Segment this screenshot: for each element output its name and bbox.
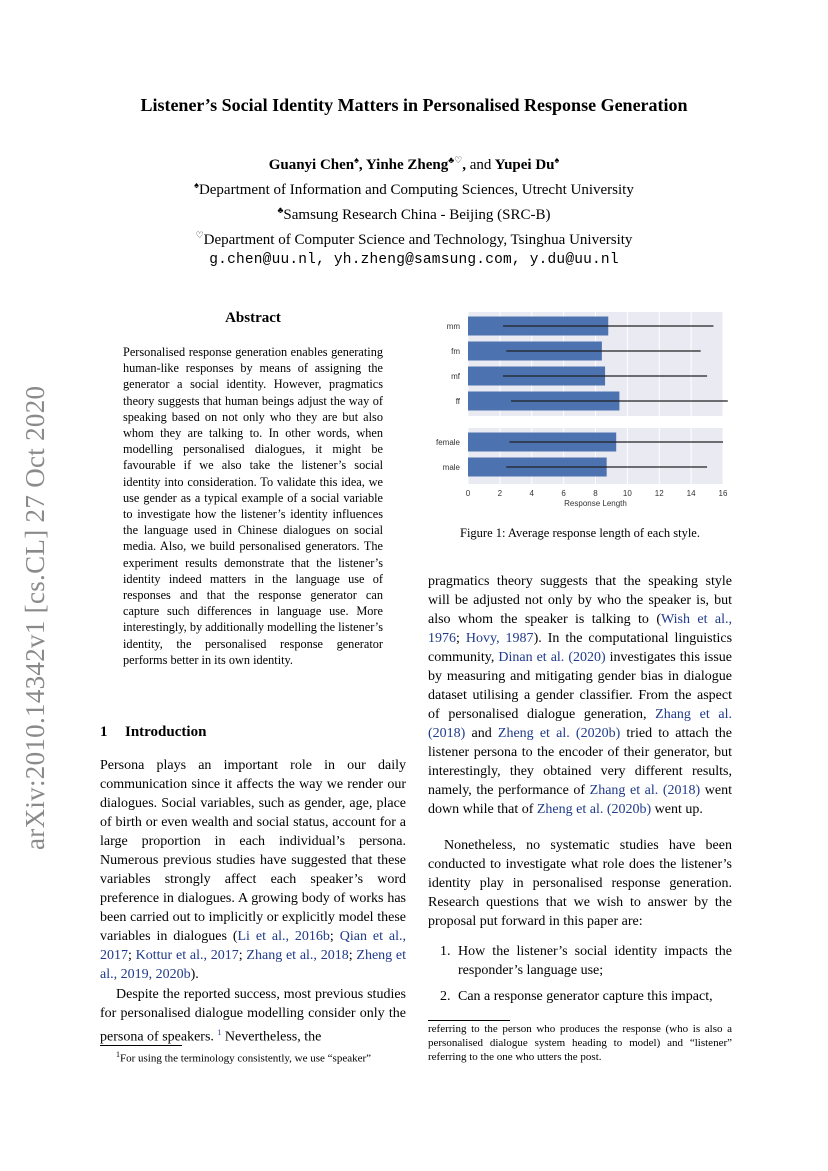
list-item <box>428 987 732 1006</box>
citation-link[interactable]: Zheng et al. (2020b) <box>536 802 652 817</box>
category-label: mm <box>446 322 460 331</box>
intro-paragraph-2 <box>100 985 406 1047</box>
affiliation-3 <box>0 225 828 250</box>
category-label: fm <box>451 347 460 356</box>
affiliation-2-text: Samsung Research China - Beijing (SRC-B) <box>283 207 551 223</box>
x-tick-label: 16 <box>718 489 728 498</box>
list-item <box>428 942 732 980</box>
affiliation-2 <box>0 200 828 225</box>
x-axis-label: Response Length <box>564 499 627 508</box>
author-3: Yupei Du <box>494 157 555 173</box>
x-tick-label: 8 <box>593 489 598 498</box>
author-1-mark: ♠ <box>354 155 359 165</box>
right-p1-text-d: and <box>465 726 498 741</box>
section-title: Introduction <box>125 724 207 740</box>
paper-title: Listener’s Social Identity Matters in Personalised Response Generation <box>140 95 688 115</box>
affiliation-3-text: Department of Computer Science and Technology, Tsinghua University <box>203 232 633 248</box>
abstract-heading: Abstract <box>225 310 281 326</box>
footnote-1-continued: referring to the person who produces the response (who is also a personalised dialogue system heading to model) and “listener” referring to the one who utters the post. <box>428 1023 732 1063</box>
list-item-text: Can a response generator capture this impact, <box>458 989 713 1004</box>
intro-p1-end: ). <box>190 967 199 982</box>
affiliation-1-mark: ♠ <box>194 180 199 190</box>
category-label: mf <box>451 372 460 381</box>
citation-link[interactable]: Kottur et al., 2017 <box>135 948 239 963</box>
footnote-1-mark: 1 <box>116 1050 120 1059</box>
right-p1-text-g: went up. <box>651 802 703 817</box>
author-3-mark: ♠ <box>554 155 560 165</box>
citation-link[interactable]: Zheng et al. (2020b) <box>497 726 621 741</box>
right-p1-text-b: ). In the computational linguistics community, <box>428 631 733 665</box>
citation-link[interactable]: Dinan et al. (2020) <box>498 650 606 665</box>
affiliation-3-mark: ♡ <box>195 230 204 240</box>
footnote-divider <box>428 1020 510 1021</box>
intro-p2-text: Despite the reported success, most previous studies for personalised dialogue modelling consider only the persona of speakers. <box>100 987 406 1045</box>
right-p1-text-e: tried to attach the listener persona to the encoder of their generator, but interestingly, they obtained very different results, namely, the performance of <box>428 726 733 798</box>
figure-caption: Figure 1: Average response length of each style. <box>460 526 700 540</box>
footnote-divider <box>100 1045 182 1046</box>
author-block <box>0 150 828 270</box>
citation-link[interactable]: Li et al., 2016b <box>237 929 330 944</box>
footnote-1-text: For using the terminology consistently, we use “speaker” <box>120 1052 372 1065</box>
section-number: 1 <box>100 724 108 740</box>
right-p1-text-f: went down while that of <box>428 783 733 817</box>
right-paragraph-2: Nonetheless, no systematic studies have been conducted to investigate what role does the listener’s identity play in personalised response generation. Research questions that we wish to answer by the proposal put forward in this paper are: <box>428 838 732 929</box>
right-paragraph-1: pragmatics theory suggests that the speaking style will be adjusted not only by who the speaker is, but also whom the speaker is talking to (Wish et al., 1976; Hovy, 1987). In the computational linguistics community, Dinan et al. (2020) investigates this issue by measuring and mitigating gender bias in dialogue dataset utilising a gender classifier. From the aspect of personalised dialogue generation, Zhang et al. (2018) and Zheng et al. (2020b) tried to attach the listener persona to the encoder of their generator, but interestingly, they obtained very different results, namely, the performance of Zhang et al. (2018) went down while that of Zheng et al. (2020b) went up. <box>428 574 733 817</box>
citation-link[interactable]: Hovy, 1987 <box>465 631 534 646</box>
x-tick-label: 2 <box>497 489 503 498</box>
citation-link[interactable]: Zhang et al., 2018 <box>246 948 349 963</box>
x-tick-label: 10 <box>622 489 632 498</box>
x-tick-label: 4 <box>529 489 534 498</box>
citation-link[interactable]: Zhang et al. (2018) <box>428 707 732 741</box>
author-2: Yinhe Zheng <box>365 157 449 173</box>
citation-link[interactable]: Zhang et al. (2018) <box>589 783 701 798</box>
author-1: Guanyi Chen <box>268 157 355 173</box>
citation-link[interactable]: Qian et al., 2017 <box>100 929 406 963</box>
affiliation-1-text: Department of Information and Computing Sciences, Utrecht University <box>198 182 634 198</box>
response-length-chart <box>428 312 732 512</box>
author-and: and <box>469 157 492 173</box>
intro-p2-tail: Nevertheless, the <box>221 1029 322 1045</box>
author-names: Guanyi Chen♠, Yinhe Zheng♣♡, and Yupei Du♠ <box>268 155 560 173</box>
affiliation-2-mark: ♣ <box>277 205 284 215</box>
right-p1-text-a: pragmatics theory suggests that the speaking style will be adjusted not only by who the speaker is, but also whom the speaker is talking to ( <box>428 574 732 627</box>
research-questions-list <box>428 942 732 1013</box>
citation-link[interactable]: Zheng et al., 2019, 2020b <box>100 948 407 982</box>
x-tick-label: 0 <box>465 489 471 498</box>
category-label: male <box>442 463 460 472</box>
footnote-marker[interactable]: 1 <box>217 1028 222 1037</box>
author-2-mark: ♣♡ <box>448 155 463 165</box>
abstract-text: Personalised response generation enables generating human-like responses by means of assigning the generator a social identity. However, pragmatics theory suggests that human beings adjust the way of speaking based on not only who they are but also whom they are talking to. In other words, when modelling personalised dialogues, it might be favourable if we also take the listener’s social identity into consideration. To validate this idea, we use gender as a typical example of a social variable to investigate how the listener’s identity influences the language used in Chinese dialogues on social media. Also, we build personalised generators. The experiment results demonstrate that the listener’s identity indeed matters in the language use of responses and that the response generator can capture such differences in language use. More interestingly, by additionally modelling the listener’s identity, the personalised response generator performs better in its own identity. <box>123 345 383 667</box>
intro-p1-text: Persona plays an important role in our daily communication since it affects the way we render our dialogues. Social variables, such as gender, age, place of birth or even wealth and social status, account for a large proportion in each individual’s persona. Numerous previous studies have suggested that these variables strongly affect each speaker’s word preference in dialogues. A growing body of works has been carried out to implicitly or explicitly model these variables in dialogues ( <box>100 758 406 944</box>
list-item-number: 2. <box>440 989 451 1004</box>
citation-link[interactable]: Wish et al., 1976 <box>428 612 733 646</box>
x-tick-label: 6 <box>561 489 566 498</box>
footnote-1 <box>100 1048 406 1066</box>
affiliation-1 <box>0 175 828 200</box>
author-emails[interactable]: g.chen@uu.nl, yh.zheng@samsung.com, y.du@uu.nl <box>209 252 619 268</box>
x-tick-label: 12 <box>654 489 664 498</box>
arxiv-stamp: arXiv:2010.14342v1 [cs.CL] 27 Oct 2020 <box>20 385 50 850</box>
x-tick-label: 14 <box>686 489 696 498</box>
section-heading-introduction <box>100 724 206 741</box>
right-p1-text-c: investigates this issue by measuring and mitigating gender bias in dialogue dataset utilising a gender classifier. From the aspect of personalised dialogue generation, <box>428 650 732 722</box>
list-item-number: 1. <box>440 944 451 959</box>
list-item-text: How the listener’s social identity impacts the responder’s language use; <box>458 944 732 978</box>
figure-1 <box>428 312 732 512</box>
category-label: ff <box>455 397 460 406</box>
intro-paragraph-1: Persona plays an important role in our daily communication since it affects the way we render our dialogues. Social variables, such as gender, age, place of birth or even wealth and social status, account for a large proportion in each individual’s persona. Numerous previous studies have suggested that these variables strongly affect each speaker’s word preference in dialogues. A growing body of works has been carried out to implicitly or explicitly model these variables in dialogues (Li et al., 2016b; Qian et al., 2017; Kottur et al., 2017; Zhang et al., 2018; Zheng et al., 2019, 2020b). <box>100 758 407 982</box>
category-label: female <box>435 438 460 447</box>
